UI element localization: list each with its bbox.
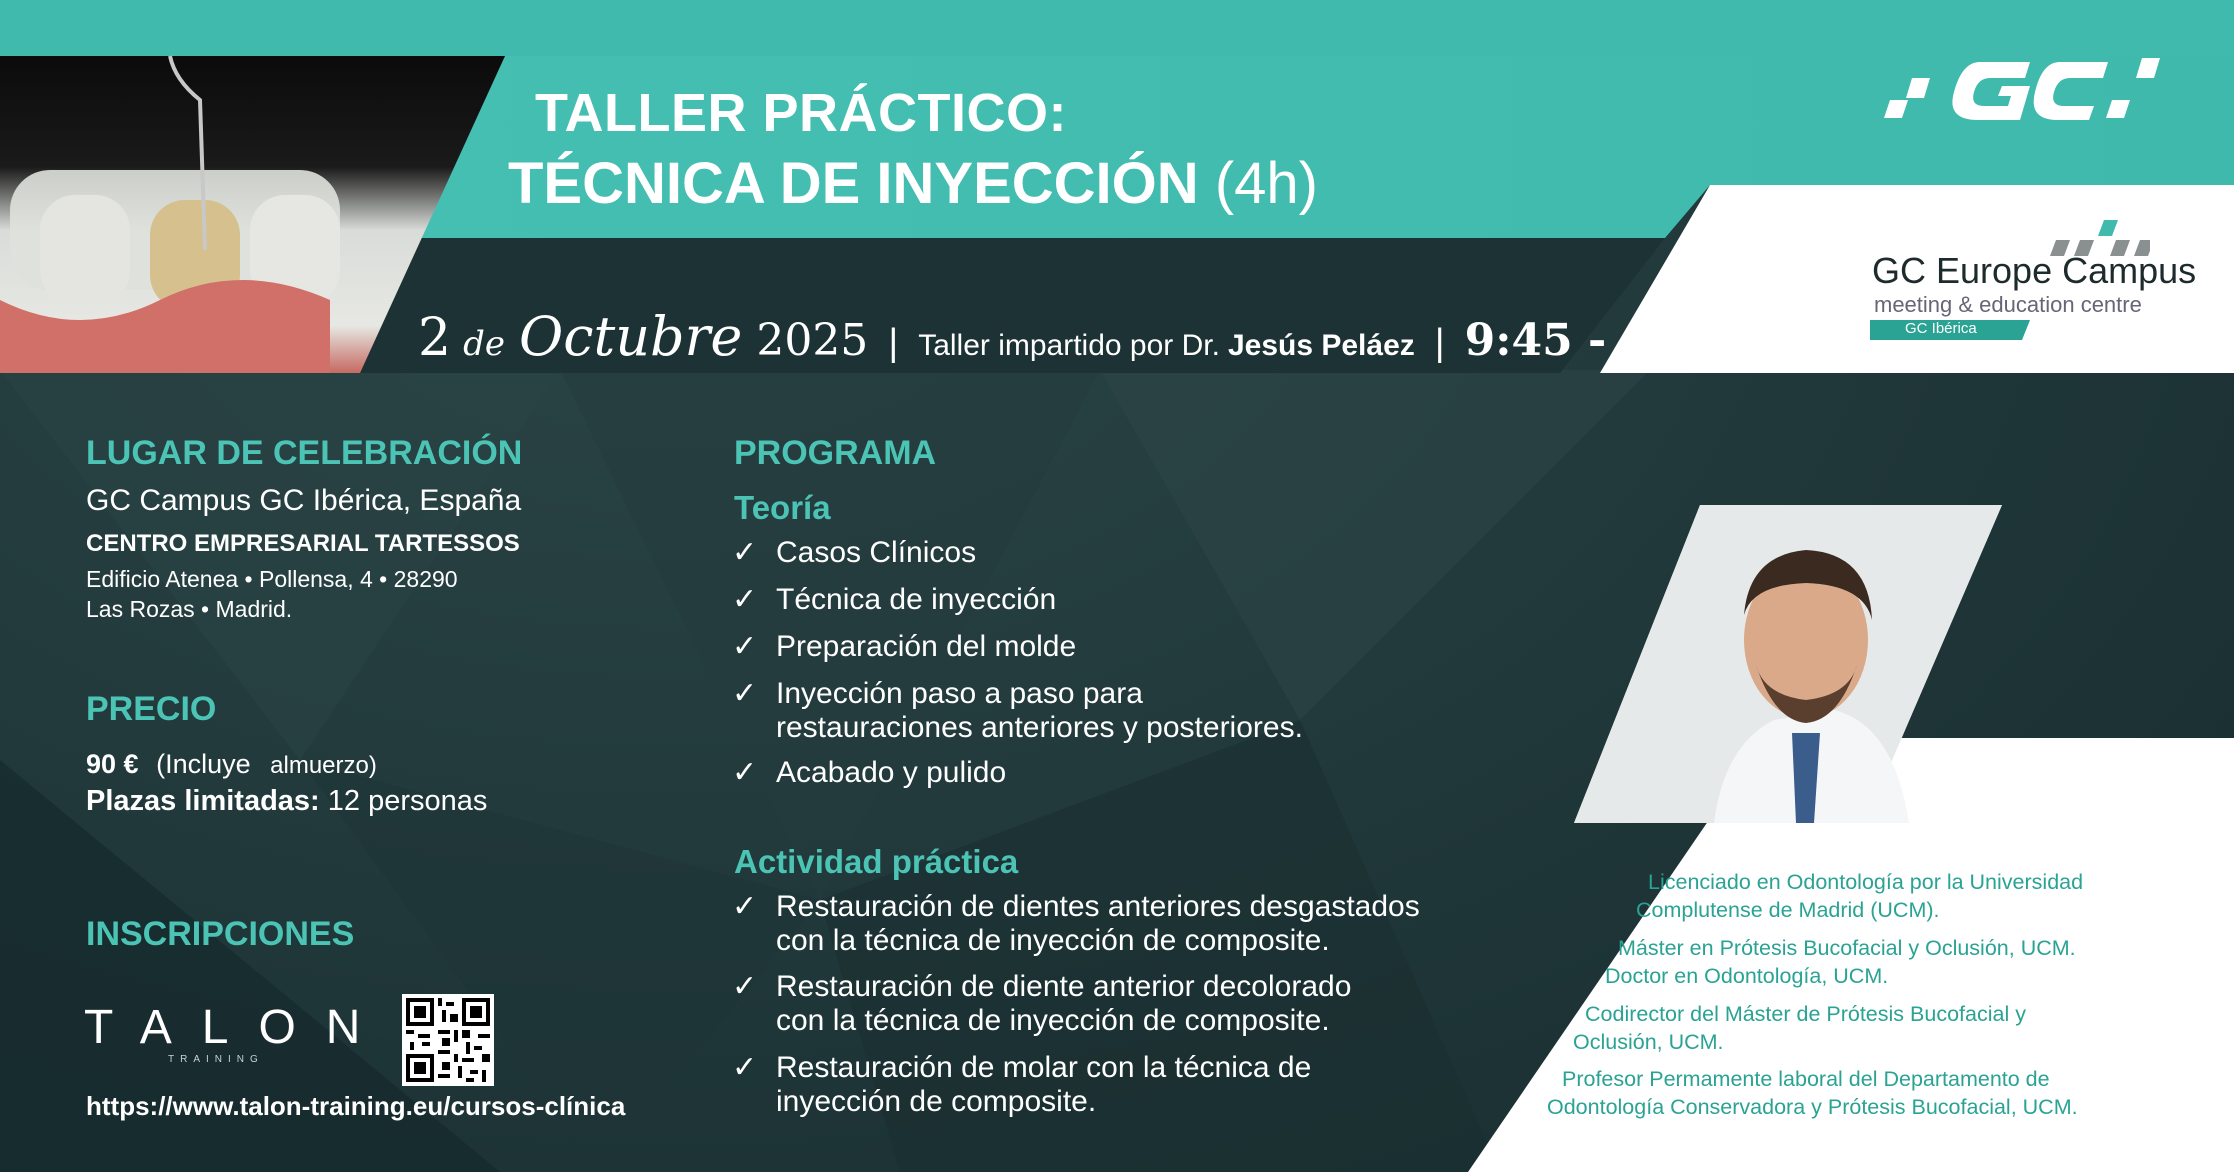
practice-item-text	[776, 970, 1351, 1038]
places-label: Plazas limitadas:	[86, 785, 320, 817]
title-duration: (4h)	[1214, 151, 1318, 216]
theory-heading: Teoría	[734, 489, 831, 526]
campus-badge-label: GC Ibérica	[1905, 320, 1977, 337]
theory-item-text	[776, 583, 1056, 617]
bio-line: Doctor en Odontología, UCM.	[1605, 964, 1889, 988]
talon-logo: TALON	[84, 1001, 391, 1054]
theory-item-line: Casos Clínicos	[776, 536, 977, 569]
theory-item-line: Inyección paso a paso para	[776, 677, 1143, 710]
check-icon: ✓	[732, 583, 758, 616]
practice-item-line: con la técnica de inyección de composite.	[776, 1004, 1330, 1037]
practice-item	[732, 970, 1351, 1038]
practice-item-text	[776, 1051, 1311, 1119]
venue-building: CENTRO EMPRESARIAL TARTESSOS	[86, 530, 520, 557]
bio-line: Oclusión, UCM.	[1573, 1030, 1724, 1054]
presenter-photo	[1574, 505, 2002, 823]
registration-heading: INSCRIPCIONES	[86, 915, 355, 953]
event-day: 2	[418, 308, 452, 368]
venue-city: Las Rozas • Madrid.	[86, 596, 293, 622]
bio-line: Complutense de Madrid (UCM).	[1636, 898, 1940, 922]
practice-item-line: Restauración de molar con la técnica de	[776, 1051, 1312, 1084]
price-includes-lunch: almuerzo)	[270, 752, 377, 779]
program-heading: PROGRAMA	[734, 434, 937, 472]
theory-item-line: Preparación del molde	[776, 630, 1077, 663]
event-year: 2025	[756, 315, 869, 366]
theory-item	[732, 756, 1006, 790]
separator: |	[888, 322, 899, 364]
price-line	[86, 749, 377, 780]
places-line	[86, 785, 487, 818]
bio-line: Odontología Conservadora y Prótesis Bucofacial, UCM.	[1547, 1095, 2078, 1119]
event-info-row	[418, 305, 1792, 368]
venue-name: GC Campus GC Ibérica, España	[86, 484, 522, 517]
theory-item-text	[776, 756, 1006, 790]
event-time: 9:45 - 14:00h	[1464, 315, 1793, 366]
check-icon: ✓	[732, 890, 758, 923]
check-icon: ✓	[732, 1051, 758, 1084]
teacher-prefix: Taller impartido por Dr.	[918, 329, 1220, 362]
teacher-name: Jesús Peláez	[1227, 329, 1415, 362]
theory-item-line: Técnica de inyección	[776, 583, 1057, 616]
event-month: Octubre	[518, 305, 743, 368]
practice-item-line: Restauración de dientes anteriores desgastados	[776, 890, 1420, 923]
check-icon: ✓	[732, 536, 758, 569]
theory-item	[732, 677, 1303, 745]
theory-item	[732, 630, 1076, 664]
gc-logo	[1880, 48, 2170, 138]
theory-item-text	[776, 630, 1076, 664]
qr-code[interactable]	[402, 994, 494, 1086]
check-icon: ✓	[732, 630, 758, 663]
practice-item-text	[776, 890, 1420, 958]
check-icon: ✓	[732, 677, 758, 710]
event-de: de	[463, 324, 505, 364]
places-value: 12 personas	[327, 785, 488, 817]
practice-heading: Actividad práctica	[734, 843, 1019, 880]
separator: |	[1434, 322, 1445, 364]
theory-item	[732, 583, 1056, 617]
price-amount: 90 €	[86, 749, 139, 779]
campus-subtitle: meeting & education centre	[1874, 292, 2142, 317]
practice-item	[732, 890, 1420, 958]
title-main: TÉCNICA DE INYECCIÓN	[508, 151, 1199, 216]
title-line-2	[508, 150, 1318, 217]
venue-address: Edificio Atenea • Pollensa, 4 • 28290	[86, 566, 458, 592]
venue-heading: LUGAR DE CELEBRACIÓN	[86, 434, 523, 472]
campus-title: GC Europe Campus	[1872, 250, 2197, 291]
check-icon: ✓	[732, 970, 758, 1003]
theory-item-text	[776, 677, 1303, 745]
bio-line: Profesor Permamente laboral del Departamento de	[1562, 1067, 2050, 1091]
check-icon: ✓	[732, 756, 758, 789]
registration-link[interactable]: https://www.talon-training.eu/cursos-clínica	[86, 1091, 626, 1121]
theory-item-line: restauraciones anteriores y posteriores.	[776, 711, 1303, 744]
title-line-1: TALLER PRÁCTICO:	[535, 83, 1067, 143]
price-includes: (Incluye	[156, 749, 251, 779]
bio-line: Máster en Prótesis Bucofacial y Oclusión, UCM.	[1618, 936, 2076, 960]
bio-line: Codirector del Máster de Prótesis Bucofacial y	[1585, 1002, 2026, 1026]
bio-line: Licenciado en Odontología por la Universidad	[1648, 870, 2084, 894]
theory-item-text	[776, 536, 976, 570]
talon-logo-sub: TRAINING	[168, 1054, 264, 1065]
practice-item-line: Restauración de diente anterior decolorado	[776, 970, 1352, 1003]
theory-item	[732, 536, 976, 570]
practice-item-line: con la técnica de inyección de composite.	[776, 924, 1330, 957]
practice-item-line: inyección de composite.	[776, 1085, 1097, 1118]
theory-item-line: Acabado y pulido	[776, 756, 1007, 789]
practice-item	[732, 1051, 1311, 1119]
price-heading: PRECIO	[86, 690, 217, 728]
